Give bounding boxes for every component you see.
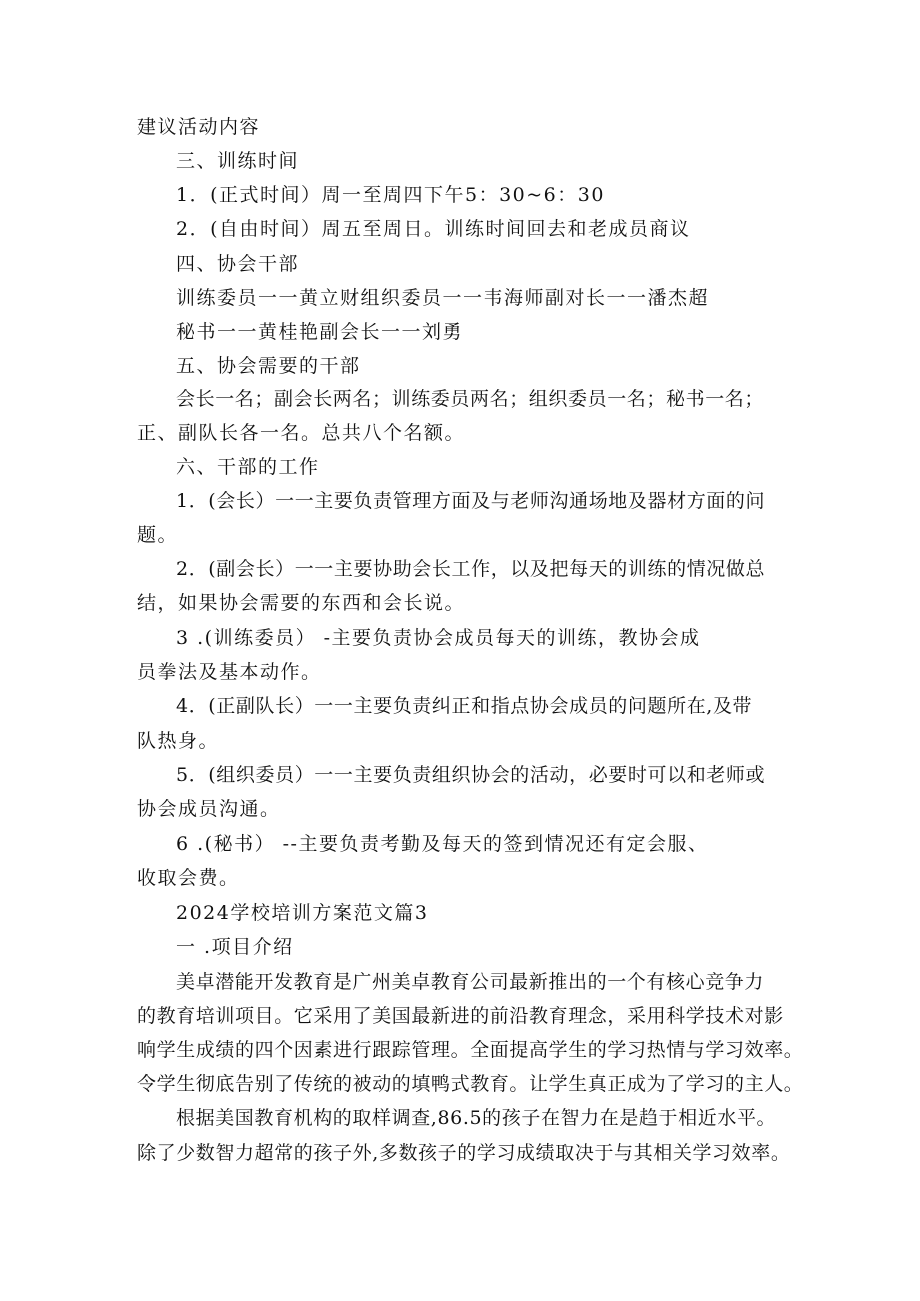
text-line: 正、副队长各一名。总共八个名额。: [137, 422, 466, 444]
text-line: 会长一名；副会长两名；训练委员两名；组织委员一名；秘书一名；: [176, 388, 765, 410]
text-line: 收取会费。: [137, 867, 240, 889]
text-line: 美卓潜能开发教育是广州美卓教育公司最新推出的一个有核心竞争力: [176, 971, 765, 993]
text-line: 4．(正副队长）一一主要负责纠正和指点协会成员的问题所在,及带: [176, 695, 753, 717]
text-line: 根据美国教育机构的取样调查,86.5的孩子在智力在是趋于相近水平。: [176, 1107, 777, 1129]
text-line: 令学生彻底告别了传统的被动的填鸭式教育。让学生真正成为了学习的主人。: [137, 1073, 804, 1095]
text-line: 协会成员沟通。: [137, 798, 281, 820]
text-line: 队热身。: [137, 730, 220, 752]
section-heading: 六、干部的工作: [176, 456, 320, 478]
text-line: 建议活动内容: [137, 116, 261, 138]
text-line: 2．(副会长）一一主要协助会长工作，以及把每天的训练的情况做总: [176, 558, 766, 580]
text-line: 响学生成绩的四个因素进行跟踪管理。全面提高学生的学习热情与学习效率。: [137, 1039, 804, 1061]
text-line: 2．(自由时间）周五至周日。训练时间回去和老成员商议: [176, 218, 691, 240]
text-line: 3 .(训练委员） -主要负责协会成员每天的训练，教协会成: [176, 627, 701, 649]
text-line: 员拳法及基本动作。: [137, 661, 322, 683]
article-title: 2024学校培训方案范文篇3: [176, 902, 429, 924]
text-line: 1．(正式时间）周一至周四下午5：30~6：30: [176, 184, 605, 206]
text-line: 6 .(秘书） --主要负责考勤及每天的签到情况还有定会服、: [176, 833, 709, 855]
section-heading: 四、协会干部: [176, 253, 300, 275]
section-heading: 三、训练时间: [176, 150, 300, 172]
text-line: 的教育培训项目。它采用了美国最新进的前沿教育理念，采用科学技术对影: [137, 1005, 784, 1027]
text-line: 题。: [137, 524, 179, 546]
text-line: 1．(会长）一一主要负责管理方面及与老师沟通场地及器材方面的问: [176, 490, 766, 512]
text-line: 结，如果协会需要的东西和会长说。: [137, 592, 466, 614]
text-line: 秘书一一黄桂艳副会长一一刘勇: [176, 321, 464, 343]
text-line: 除了少数智力超常的孩子外,多数孩子的学习成绩取决于与其相关学习效率。: [137, 1142, 791, 1164]
text-line: 训练委员一一黄立财组织委员一一韦海师副对长一一潘杰超: [176, 287, 710, 309]
section-heading: 一 .项目介绍: [176, 936, 294, 958]
section-heading: 五、协会需要的干部: [176, 355, 361, 377]
text-line: 5．(组织委员）一一主要负责组织协会的活动，必要时可以和老师或: [176, 764, 766, 786]
